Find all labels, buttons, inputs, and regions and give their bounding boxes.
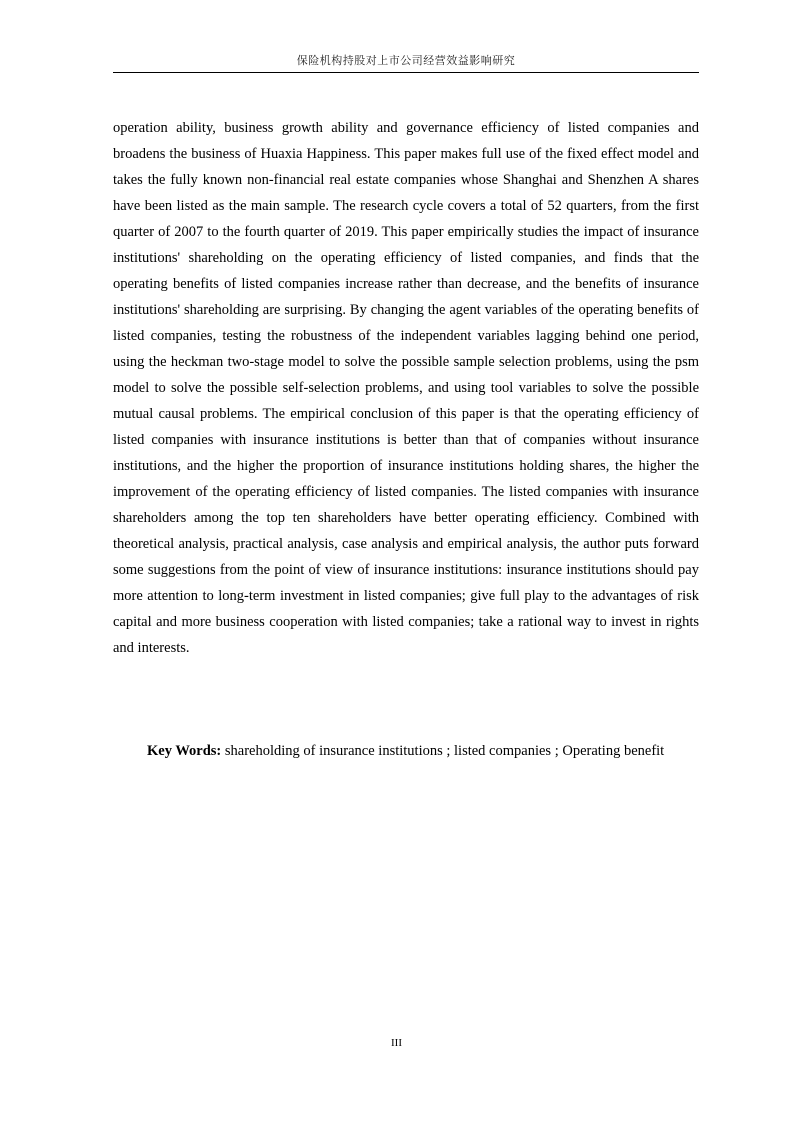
- running-header-title: 保险机构持股对上市公司经营效益影响研究: [296, 54, 516, 67]
- abstract-paragraph: operation ability, business growth ability and governance efficiency of listed companies and broadens the business of Huaxia Happiness. This paper makes full use of the fixed effect model and takes the fully known non-financial real estate companies whose Shanghai and Shenzhen A shares have been listed as the main sample. The research cycle covers a total of 52 quarters, from the first quarter of 2007 to the fourth quarter of 2019. This paper empirically studies the impact of insurance institutions' shareholding on the operating efficiency of listed companies, and finds that the operating benefits of listed companies increase rather than decrease, and the benefits of insurance institutions' shareholding are surprising. By changing the agent variables of the operating benefits of listed companies, testing the robustness of the independent variables lagging behind one period, using the heckman two-stage model to solve the possible sample selection problems, using the psm model to solve the possible self-selection problems, and using tool variables to solve the possible mutual causal problems. The empirical conclusion of this paper is that the operating efficiency of listed companies with insurance institutions is better than that of companies without insurance institutions, and the higher the proportion of insurance institutions holding shares, the higher the improvement of the operating efficiency of listed companies. The listed companies with insurance shareholders among the top ten shareholders have better operating efficiency. Combined with theoretical analysis, practical analysis, case analysis and empirical analysis, the author puts forward some suggestions from the point of view of insurance institutions: insurance institutions should pay more attention to long-term investment in listed companies; give full play to the advantages of risk capital and more business cooperation with listed companies; take a rational way to invest in rights and interests.: [113, 120, 699, 656]
- keywords-label: Key Words:: [147, 743, 222, 759]
- keywords-paragraph: [113, 738, 699, 764]
- keywords-text: shareholding of insurance institutions ; listed companies ; Operating benefit: [221, 743, 665, 759]
- header-divider: [113, 72, 699, 73]
- page-number: III: [391, 1037, 402, 1049]
